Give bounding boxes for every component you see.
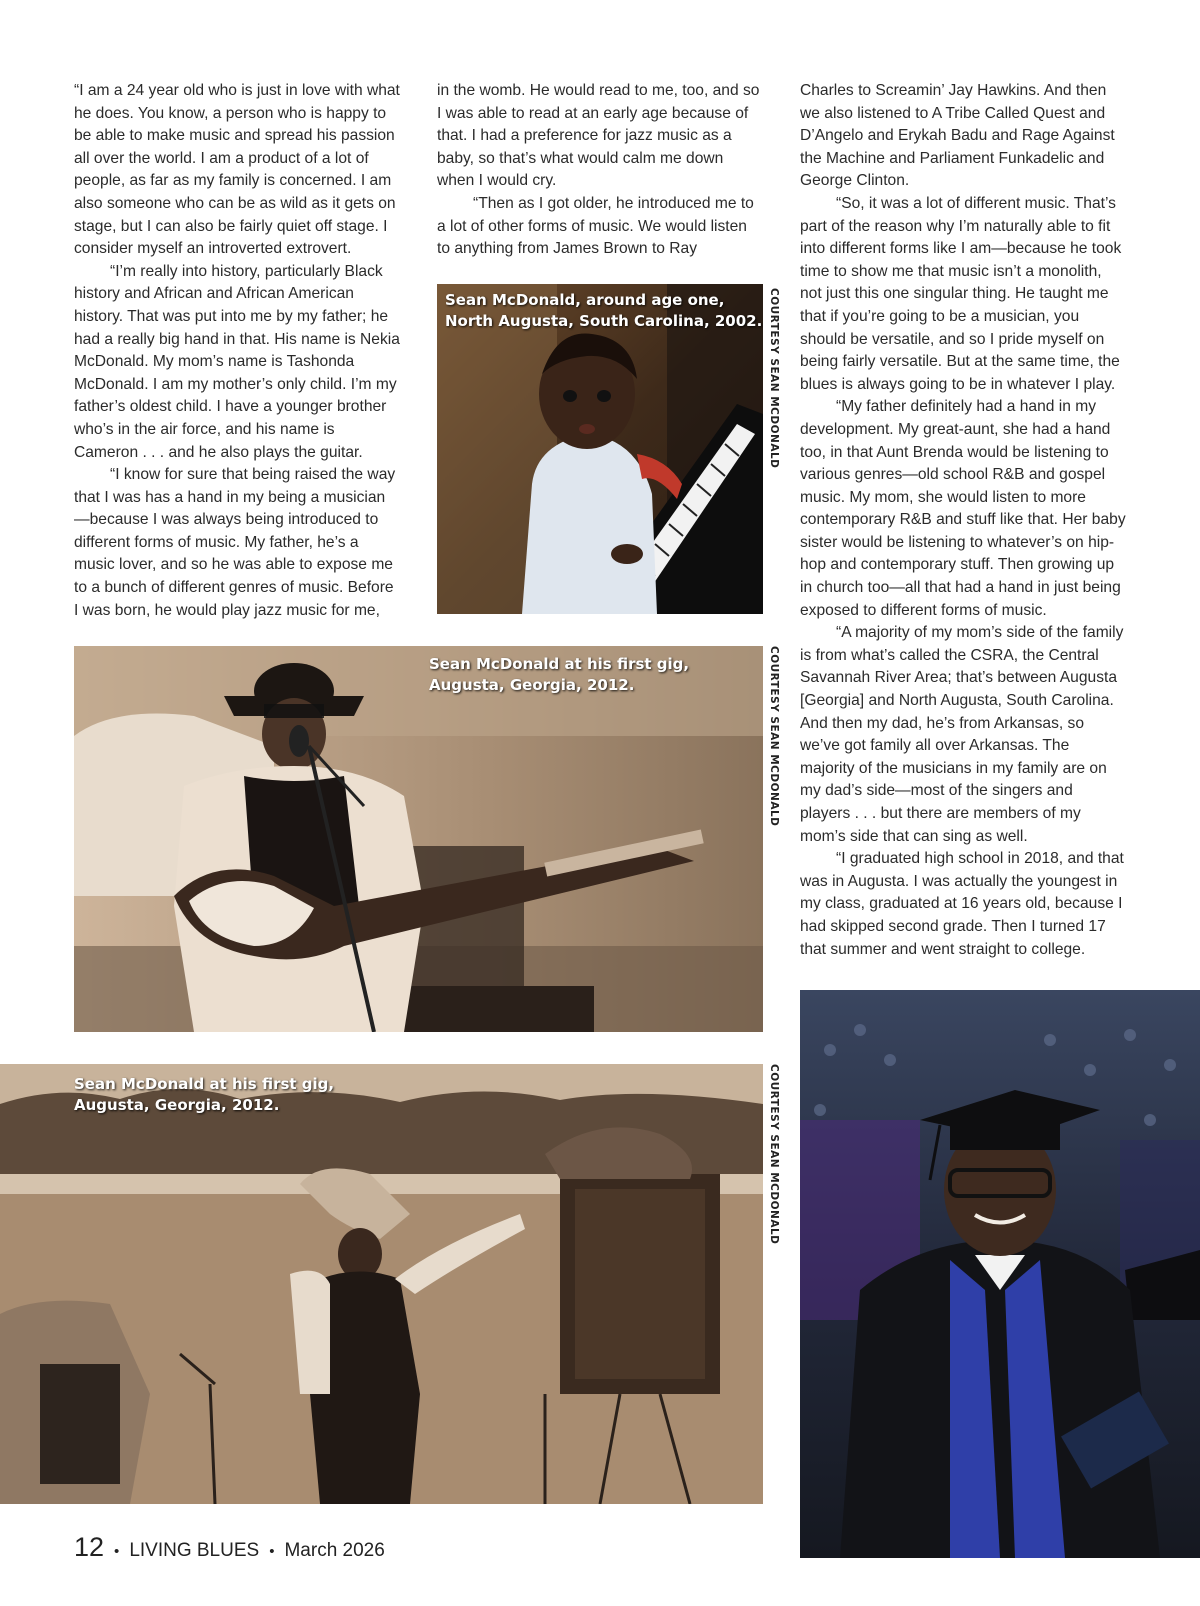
caption-line: Sean McDonald at his first gig, [429, 655, 690, 673]
photo-caption [445, 290, 762, 332]
baby-photo-image [437, 284, 763, 614]
paragraph: “So, it was a lot of different music. That’s part of the reason why I’m naturally able to fit into different forms like I am—because he took time to show me that music isn’t a monolith, not just this one singular thing. He taught me that if you’re going to be a musician, you should be versatile, and so I pride myself on being fairly versatile. But at the same time, the blues is always going to be in whatever I play. [800, 194, 1122, 393]
article-column-2 [437, 80, 763, 261]
baby-photo [437, 284, 763, 614]
photo-caption [74, 1074, 334, 1116]
photo-caption [429, 654, 689, 696]
photo-credit: COURTESY SEAN MCDONALD [768, 646, 780, 827]
photo-credit: COURTESY SEAN MCDONALD [768, 288, 780, 469]
photo-credit: COURTESY SEAN MCDONALD [768, 1064, 780, 1245]
paragraph: “A majority of my mom’s side of the family is from what’s called the CSRA, the Central Savannah River Area; that’s between Augusta [Georgia] and North Augusta, South Carolina. And then my dad, he’s from Arkansas, so we’ve got family all over Arkansas. The majority of the musicians in my family are on my dad’s side—most of the singers and players . . . but there are members of my mom’s side that can sing as well. [800, 624, 1124, 845]
page-number: 12 [74, 1532, 105, 1562]
caption-line: Sean McDonald, around age one, [445, 291, 725, 309]
gig-photo-guitar-image [74, 646, 763, 1032]
separator: • [114, 1543, 120, 1560]
graduation-photo [800, 990, 1200, 1558]
issue-date: March 2026 [284, 1540, 385, 1561]
page-footer [74, 1532, 385, 1563]
graduation-photo-image [800, 990, 1200, 1558]
caption-line: Sean McDonald at his first gig, [74, 1075, 335, 1093]
caption-line: North Augusta, South Carolina, 2002. [445, 312, 763, 330]
paragraph: Charles to Screamin’ Jay Hawkins. And then we also listened to A Tribe Called Quest and D’Angelo and Erykah Badu and Rage Against the Machine and Parliament Funkadelic and George Clinton. [800, 82, 1115, 190]
gig-photo-speaker-image [0, 1064, 763, 1504]
paragraph: “I’m really into history, particularly Black history and African and African American history. That was put into me by my father; he had a really big hand in that. His name is Nekia McDonald. My mom’s name is Tashonda McDonald. I am my mother’s only child. I’m my father’s oldest child. I have a younger brother who’s in the air force, and his name is Cameron . . . and he also plays the guitar. [74, 262, 400, 461]
separator: • [269, 1543, 275, 1560]
caption-line: Augusta, Georgia, 2012. [429, 676, 635, 694]
paragraph: in the womb. He would read to me, too, and so I was able to read at an early age because of that. I had a preference for jazz music as a baby, so that’s what would calm me down when I would cry. [437, 82, 760, 190]
paragraph: “I graduated high school in 2018, and that was in Augusta. I was actually the youngest in my class, graduated at 16 years old, because I had skipped second grade. Then I turned 17 that summer and went straight to college. [800, 850, 1124, 958]
caption-line: Augusta, Georgia, 2012. [74, 1096, 280, 1114]
gig-photo-guitar [74, 646, 763, 1032]
article-column-1 [74, 80, 400, 622]
article-column-3 [800, 80, 1127, 961]
publication-name: LIVING BLUES [129, 1540, 260, 1561]
paragraph: “I know for sure that being raised the way that I was has a hand in my being a musician—because I was always being introduced to different forms of music. My father, he’s a music lover, and so he was able to expose me to a bunch of different genres of music. Before I was born, he would play jazz music for me, [74, 466, 396, 619]
gig-photo-speaker [0, 1064, 763, 1504]
paragraph: “My father definitely had a hand in my development. My great-aunt, she had a hand too, in that Aunt Brenda would be listening to various genres—old school R&B and gospel music. My mom, she would listen to more contemporary R&B and stuff like that. Her baby sister would be listening to whatever’s on hip-hop and contemporary stuff. Then growing up in church too—all that had a hand in just being exposed to different forms of music. [800, 398, 1126, 619]
paragraph: “I am a 24 year old who is just in love with what he does. You know, a person who is happy to be able to make music and spread his passion all over the world. I am a product of a lot of people, as far as my family is concerned. I am also someone who can be as wild as it gets on stage, but I can also be fairly quiet off stage. I consider myself an introverted extrovert. [74, 82, 400, 258]
paragraph: “Then as I got older, he introduced me to a lot of other forms of music. We would listen to anything from James Brown to Ray [437, 194, 754, 258]
